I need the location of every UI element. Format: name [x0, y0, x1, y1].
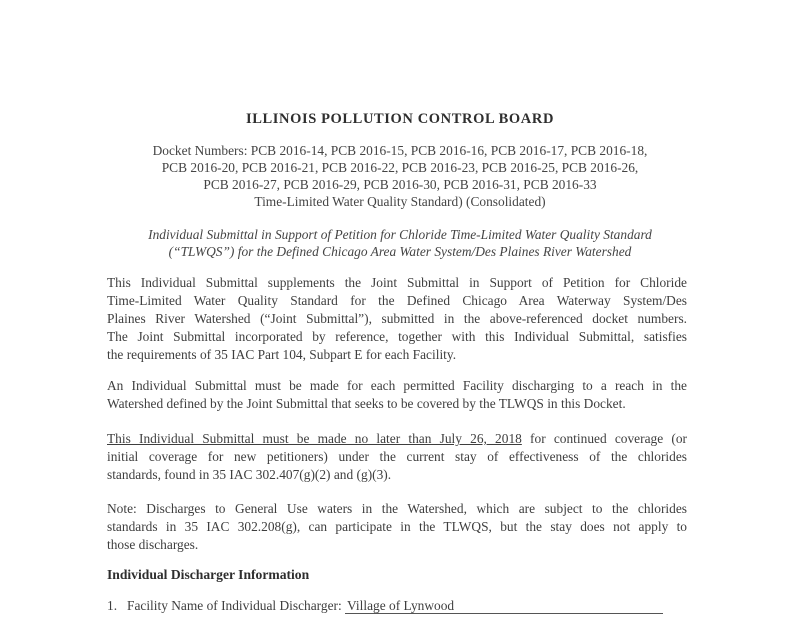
paragraph-line: Watershed defined by the Joint Submittal that seeks to be covered by the TLWQS in this Docket.: [107, 396, 626, 411]
docket-line: Time-Limited Water Quality Standard) (Consolidated): [254, 194, 546, 209]
paragraph-requirement: [107, 377, 687, 413]
docket-line: PCB 2016-20, PCB 2016-21, PCB 2016-22, PCB 2016-23, PCB 2016-25, PCB 2016-26,: [161, 160, 639, 175]
paragraph-supplement: [107, 274, 687, 364]
docket-line: Docket Numbers: PCB 2016-14, PCB 2016-15, PCB 2016-16, PCB 2016-17, PCB 2016-18,: [152, 143, 648, 158]
submittal-title: [100, 226, 700, 260]
paragraph-line: initial coverage for new petitioners) under the current stay of effectiveness of the chlorides: [107, 449, 687, 464]
submittal-title-line: Individual Submittal in Support of Petition for Chloride Time-Limited Water Quality Standard: [148, 227, 652, 242]
paragraph-deadline: [107, 430, 687, 484]
deadline-underlined-text: This Individual Submittal must be made no later than July 26, 2018: [107, 431, 522, 446]
docket-line: PCB 2016-27, PCB 2016-29, PCB 2016-30, PCB 2016-31, PCB 2016-33: [203, 177, 597, 192]
paragraph-line: [107, 430, 687, 448]
docket-numbers: [100, 142, 700, 210]
item-number: 1.: [107, 598, 118, 613]
facility-name-field[interactable]: Village of Lynwood: [345, 599, 663, 614]
paragraph-line: the requirements of 35 IAC Part 104, Subpart E for each Facility.: [107, 347, 457, 362]
item-label: Facility Name of Individual Discharger:: [127, 598, 346, 613]
paragraph-note: [107, 500, 687, 554]
board-title: ILLINOIS POLLUTION CONTROL BOARD: [245, 111, 555, 127]
deadline-rest-text: for continued coverage (or: [521, 431, 687, 446]
section-heading: Individual Discharger Information: [107, 567, 310, 582]
paragraph-line: An Individual Submittal must be made for each permitted Facility discharging to a reach in the: [107, 378, 687, 393]
paragraph-line: Plaines River Watershed (“Joint Submittal”), submitted in the above-referenced docket numbers.: [107, 311, 687, 326]
paragraph-line: Note: Discharges to General Use waters in the Watershed, which are subject to the chlorides: [107, 501, 687, 516]
paragraph-line: This Individual Submittal supplements the Joint Submittal in Support of Petition for Chloride: [107, 275, 687, 290]
submittal-title-line: (“TLWQS”) for the Defined Chicago Area Water System/Des Plaines River Watershed: [168, 244, 632, 259]
paragraph-line: Time-Limited Water Quality Standard for the Defined Chicago Area Waterway System/Des: [107, 293, 687, 308]
paragraph-line: those discharges.: [107, 537, 199, 552]
form-item-facility-name: [107, 598, 663, 614]
paragraph-line: standards, found in 35 IAC 302.407(g)(2) and (g)(3).: [107, 467, 392, 482]
paragraph-line: The Joint Submittal incorporated by reference, together with this Individual Submittal, satisfies: [107, 329, 687, 344]
paragraph-line: standards in 35 IAC 302.208(g), can participate in the TLWQS, but the stay does not apply to: [107, 519, 687, 534]
